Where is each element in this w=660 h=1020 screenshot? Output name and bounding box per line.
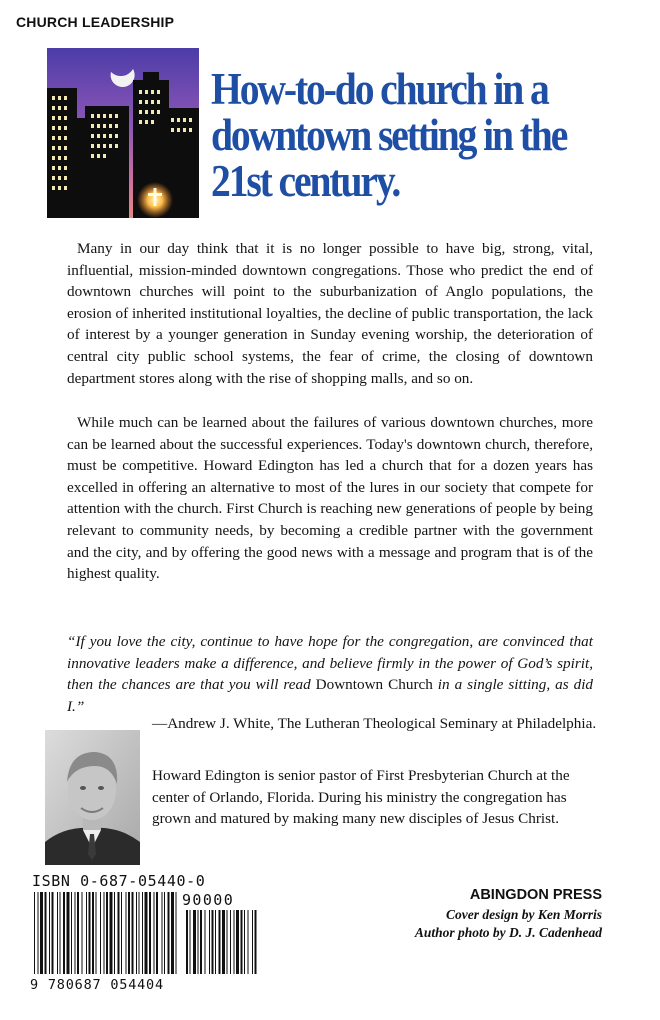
author-photo-credit: Author photo by D. J. Cadenhead: [414, 925, 602, 940]
quote-part-2: in a single sitting, as did I.”: [67, 676, 594, 715]
paragraph-2: While much can be learned about the failures of various downtown churches, more can be learned about the successful experiences. Today's downtown church, therefore, must be competitive. Howard Edington has led a church that for a dozen years has excelled in offering an alternative to most of the lures in our society that compete for attention with the church. First Church is reaching new generations of people by being relevant to community needs, by becoming a credible partner with the government and the city, and by offering the good news with a message and program that is of the highest quality.: [67, 414, 593, 583]
author-photo: [45, 730, 140, 865]
building-center: [85, 106, 129, 218]
isbn-label: ISBN 0-687-05440-0: [32, 872, 206, 890]
building-left: [47, 88, 77, 218]
ean-digits: 9 780687 054404: [30, 977, 164, 993]
category-label: CHURCH LEADERSHIP: [16, 14, 175, 30]
endorsement-quote: [67, 631, 593, 717]
quote-book-title: Downtown Church: [315, 676, 433, 694]
author-bio: Howard Edington is senior pastor of First Presbyterian Church at the center of Orlando, Florida. During his ministry the congregation has grown and matured by making many new disciples of Jesus Christ.: [152, 767, 570, 828]
paragraph-1: Many in our day think that it is no longer possible to have big, strong, vital, influential, mission-minded downtown congregations. Those who predict the end of downtown churches will point to the suburbanization of Anglo populations, the erosion of inherited institutional loyalties, the decline of public transportation, the lack of interest by a younger generation in Sunday evening worship, the deterioration of central city public school systems, the fear of crime, the closing of downtown department stores along with the rise of shopping malls, and so on.: [67, 240, 593, 387]
city-skyline-illustration: [47, 48, 199, 218]
quote-part-1: “If you love the city, continue to have hope for the congregation, are convinced that innovative leaders make a difference, and believe firmly in the power of God’s spirit, then the chances are that you will read: [67, 633, 593, 694]
barcode-block: [30, 872, 260, 1004]
quote-attribution: —Andrew J. White, The Lutheran Theological Seminary at Philadelphia.: [152, 715, 597, 732]
cover-design-credit: Cover design by Ken Morris: [445, 907, 602, 922]
price-code: 90000: [182, 891, 235, 909]
headline: How-to-do church in a downtown setting in the 21st century.: [211, 64, 567, 206]
publisher-name: ABINGDON PRESS: [469, 887, 602, 903]
